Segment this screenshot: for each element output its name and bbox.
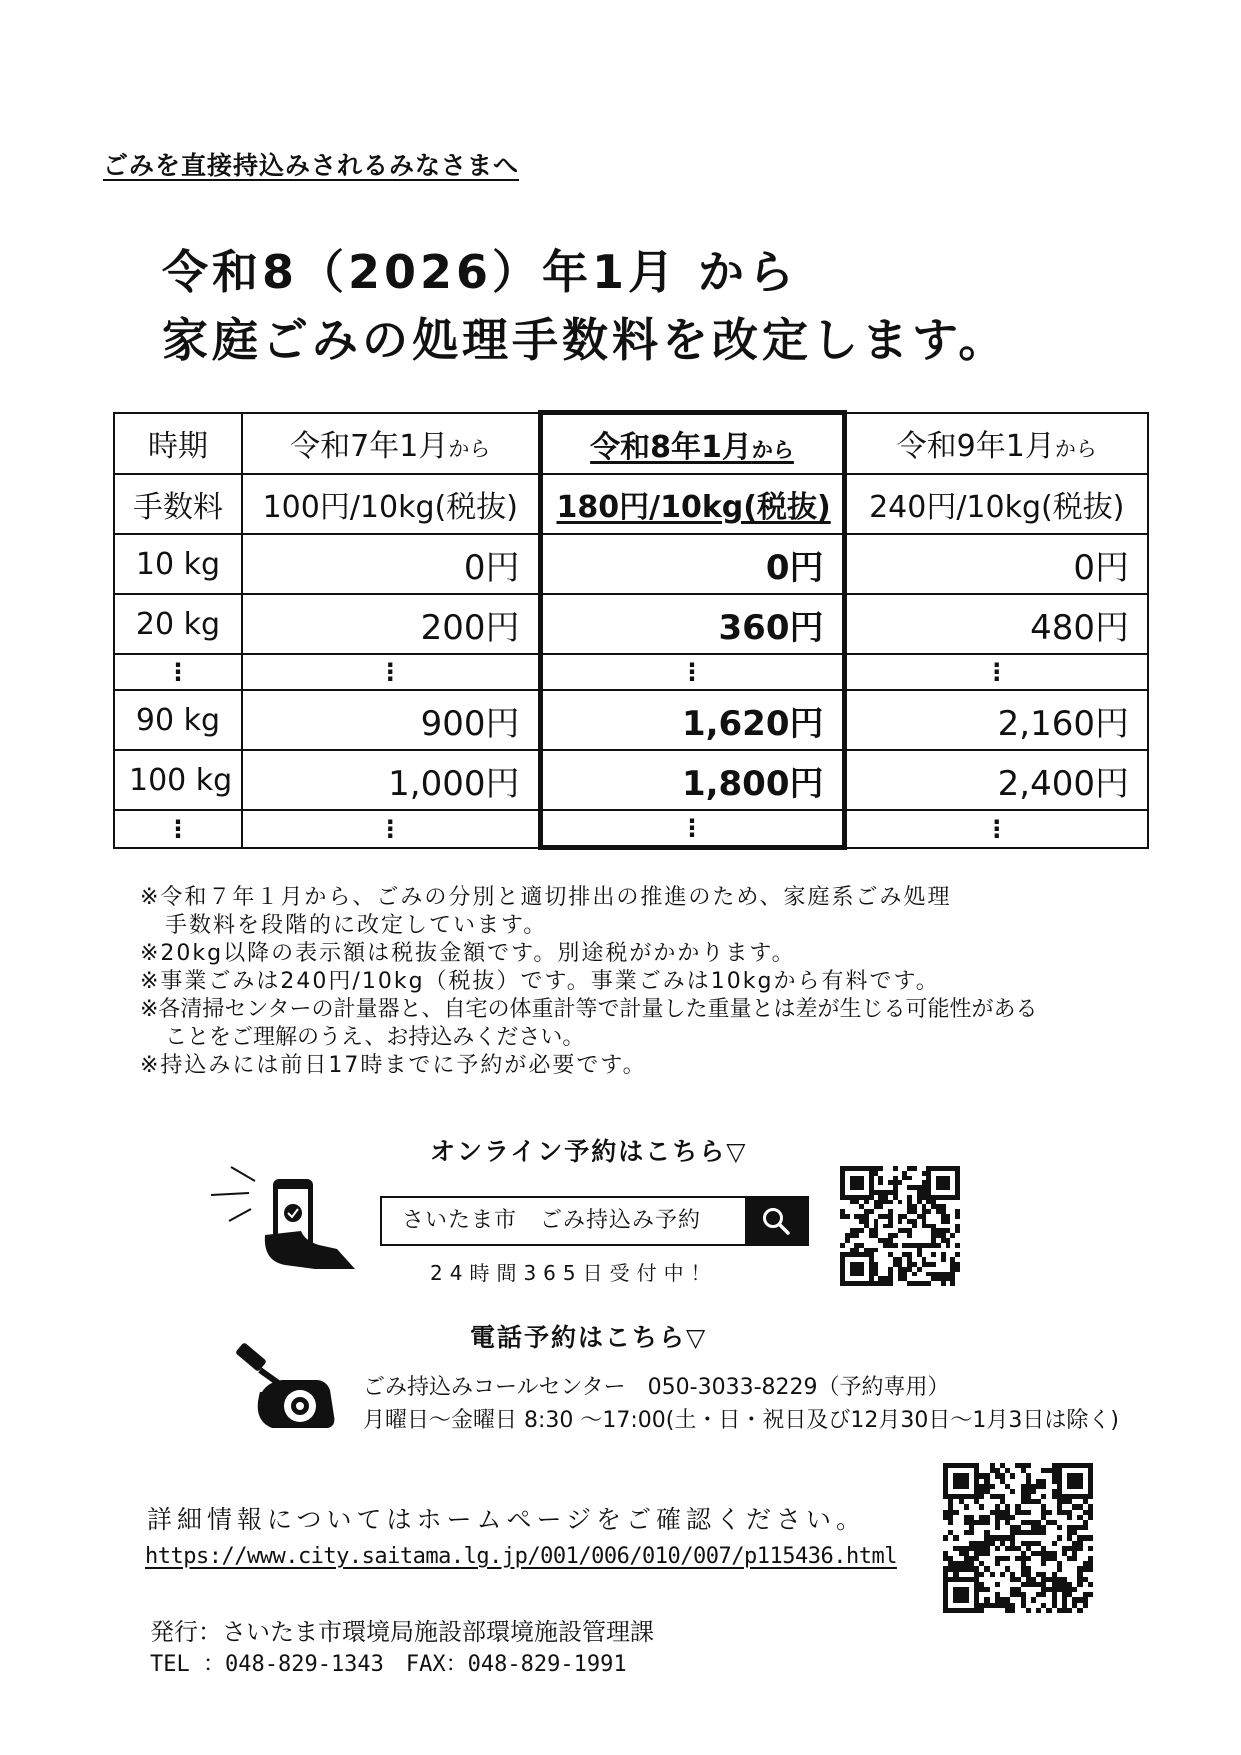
weight-cell: 10 kg bbox=[114, 534, 242, 594]
search-button[interactable] bbox=[745, 1198, 807, 1244]
rate-reiwa7: 100円/10kg(税抜) bbox=[242, 474, 540, 534]
table-row bbox=[114, 534, 1148, 594]
fee-cell: 0円 bbox=[844, 534, 1148, 594]
fee-cell: 1,800円 bbox=[540, 750, 844, 810]
table-row-ellipsis bbox=[114, 810, 1148, 848]
fee-label: 手数料 bbox=[114, 474, 242, 534]
phone-reservation-heading: 電話予約はこちら▽ bbox=[470, 1323, 708, 1352]
fee-cell: 1,000円 bbox=[242, 750, 540, 810]
search-icon bbox=[761, 1206, 791, 1236]
ellipsis-cell: ⋮ bbox=[114, 654, 242, 690]
weight-cell: 20 kg bbox=[114, 594, 242, 654]
smartphone-icon bbox=[205, 1165, 365, 1275]
fee-cell: 200円 bbox=[242, 594, 540, 654]
table-row bbox=[114, 690, 1148, 750]
fee-cell: 0円 bbox=[540, 534, 844, 594]
ellipsis-cell: ⋮ bbox=[844, 810, 1148, 848]
period-reiwa8: 令和8年1月から bbox=[540, 413, 844, 475]
online-reservation-heading: オンライン予約はこちら▽ bbox=[430, 1137, 748, 1166]
weight-cell: 90 kg bbox=[114, 690, 242, 750]
publisher: 発行：さいたま市環境局施設部環境施設管理課 bbox=[150, 1618, 654, 1646]
headline-line-1: 令和8（2026）年1月 から bbox=[162, 245, 799, 299]
table-row bbox=[114, 594, 1148, 654]
ellipsis-cell: ⋮ bbox=[242, 654, 540, 690]
table-row-period bbox=[114, 413, 1148, 475]
note-1-cont: 手数料を段階的に改定しています。 bbox=[165, 913, 548, 938]
note-5: ※持込みには前日17時までに予約が必要です。 bbox=[140, 1053, 647, 1078]
note-1: ※令和７年１月から、ごみの分別と適切排出の推進のため、家庭系ごみ処理 bbox=[140, 885, 952, 910]
search-box[interactable] bbox=[380, 1196, 809, 1246]
qr-code-homepage[interactable] bbox=[943, 1463, 1093, 1613]
fee-cell: 2,400円 bbox=[844, 750, 1148, 810]
audience-heading: ごみを直接持込みされるみなさまへ bbox=[103, 151, 520, 180]
note-4: ※各清掃センターの計量器と、自宅の体重計等で計量した重量とは差が生じる可能性がある bbox=[140, 997, 1038, 1022]
ellipsis-cell: ⋮ bbox=[114, 810, 242, 848]
details-text: 詳細情報についてはホームページをご確認ください。 bbox=[147, 1505, 867, 1534]
headline-line-2: 家庭ごみの処理手数料を改定します。 bbox=[162, 313, 1009, 367]
fee-cell: 480円 bbox=[844, 594, 1148, 654]
homepage-link[interactable]: https://www.city.saitama.lg.jp/001/006/010/007/p115436.html bbox=[145, 1544, 897, 1569]
note-2: ※20kg以降の表示額は税抜金額です。別途税がかかります。 bbox=[140, 941, 796, 966]
qr-code-online[interactable] bbox=[840, 1166, 960, 1286]
fee-cell: 2,160円 bbox=[844, 690, 1148, 750]
rate-reiwa8: 180円/10kg(税抜) bbox=[540, 474, 844, 534]
ellipsis-cell: ⋮ bbox=[540, 810, 844, 848]
period-reiwa7: 令和7年1月から bbox=[242, 413, 540, 475]
table-row bbox=[114, 750, 1148, 810]
fee-cell: 0円 bbox=[242, 534, 540, 594]
availability-text: 24時間365日受付中！ bbox=[430, 1261, 718, 1285]
rate-reiwa9: 240円/10kg(税抜) bbox=[844, 474, 1148, 534]
contact-numbers: TEL ：048-829-1343 FAX：048-829-1991 bbox=[150, 1652, 627, 1677]
ellipsis-cell: ⋮ bbox=[844, 654, 1148, 690]
ellipsis-cell: ⋮ bbox=[242, 810, 540, 848]
search-input[interactable]: さいたま市 ごみ持込み予約 bbox=[402, 1208, 702, 1233]
fee-cell: 900円 bbox=[242, 690, 540, 750]
call-center-number: ごみ持込みコールセンター 050-3033-8229（予約専用） bbox=[363, 1375, 950, 1400]
period-label: 時期 bbox=[114, 413, 242, 475]
note-3: ※事業ごみは240円/10kg（税抜）です。事業ごみは10kgから有料です。 bbox=[140, 969, 940, 994]
note-4-cont: ことをご理解のうえ、お持込みください。 bbox=[165, 1025, 585, 1050]
telephone-icon bbox=[232, 1340, 342, 1432]
call-center-hours: 月曜日～金曜日 8:30 ～17:00(土・日・祝日及び12月30日～1月3日は除く) bbox=[363, 1408, 1119, 1433]
table-row-rate bbox=[114, 474, 1148, 534]
fee-table bbox=[113, 410, 1149, 850]
fee-cell: 360円 bbox=[540, 594, 844, 654]
period-reiwa9: 令和9年1月から bbox=[844, 413, 1148, 475]
table-row-ellipsis bbox=[114, 654, 1148, 690]
ellipsis-cell: ⋮ bbox=[540, 654, 844, 690]
fee-cell: 1,620円 bbox=[540, 690, 844, 750]
weight-cell: 100 kg bbox=[114, 750, 242, 810]
